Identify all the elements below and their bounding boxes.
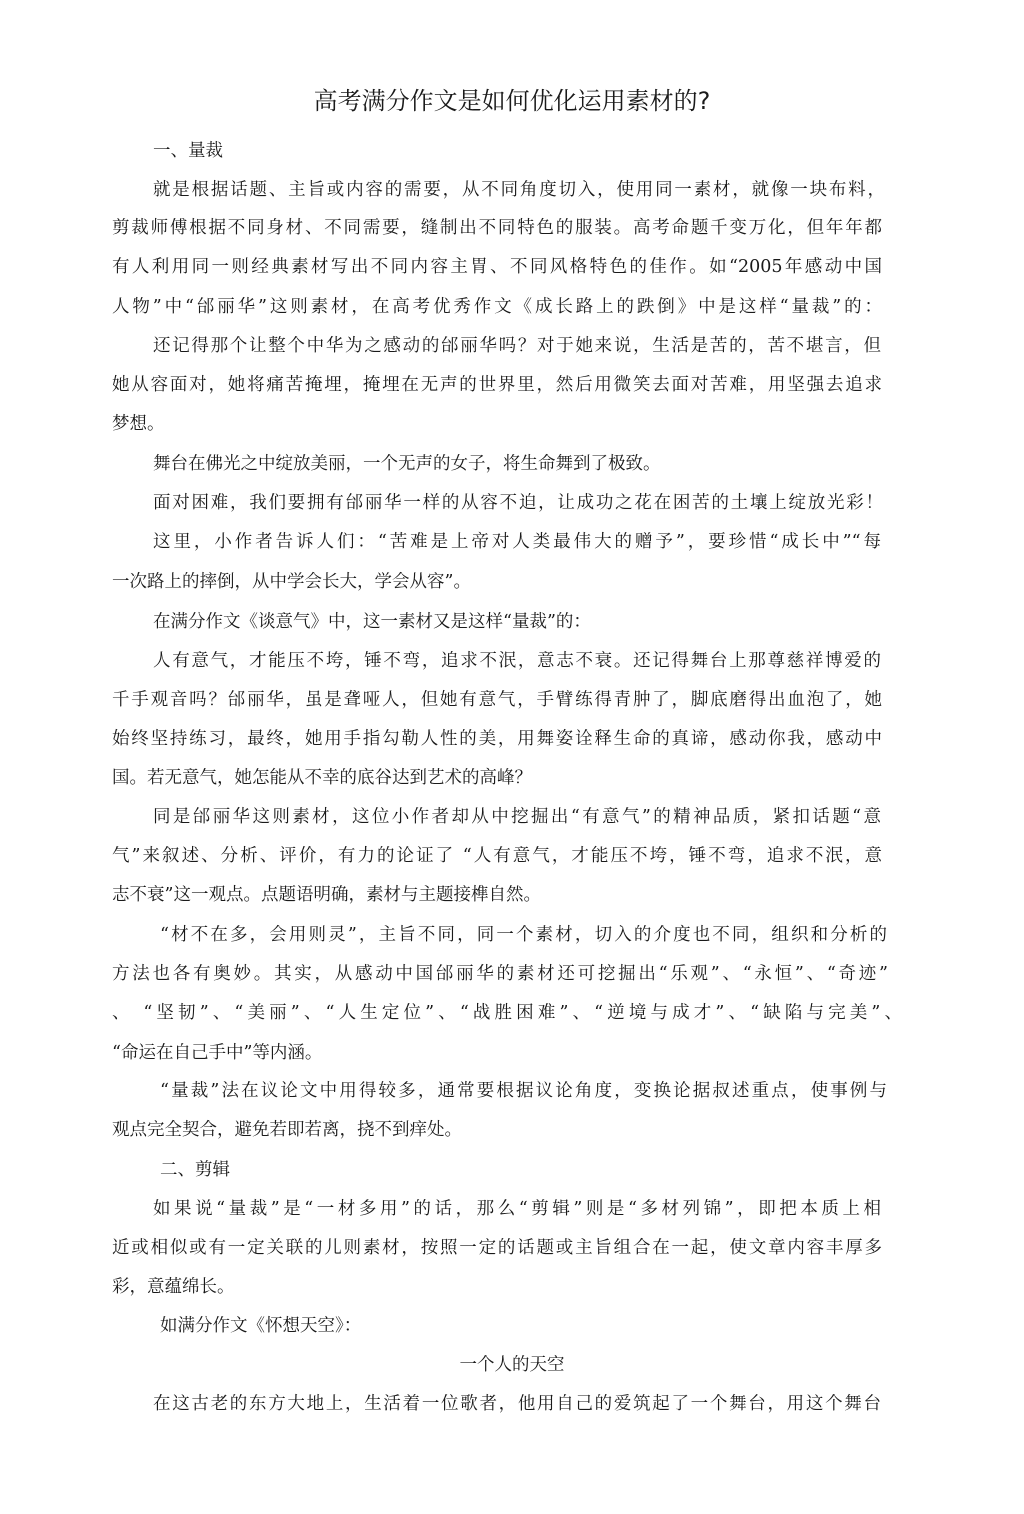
paragraph-line: 彩，意蕴绵长。 — [112, 1277, 235, 1297]
section-subtitle: 一个人的天空 — [459, 1355, 565, 1375]
section-heading-1: 一、量裁 — [153, 141, 223, 161]
paragraph-line: 她从容面对，她将痛苦掩埋，掩埋在无声的世界里，然后用微笑去面对苦难，用坚强去追求 — [112, 375, 882, 395]
paragraph-line: 志不衰”这一观点。点题语明确，素材与主题接榫自然。 — [112, 885, 541, 905]
paragraph-line: 始终坚持练习，最终，她用手指勾勒人性的美，用舞姿诠释生命的真谛，感动你我，感动中 — [112, 729, 882, 749]
document-title: 高考满分作文是如何优化运用素材的? — [313, 87, 711, 115]
paragraph-line: 同是邰丽华这则素材，这位小作者却从中挖掘出“有意气”的精神品质，紧扣话题“意 — [153, 807, 881, 827]
paragraph-line: 舞台在佛光之中绽放美丽，一个无声的女子，将生命舞到了极致。 — [153, 454, 661, 474]
paragraph-line: 有人利用同一则经典素材写出不同内容主胃、不同风格特色的佳作。如“2005年感动中国 — [112, 257, 882, 277]
paragraph-line: 梦想。 — [112, 414, 165, 434]
paragraph-line: 方法也各有奥妙。其实，从感动中国邰丽华的素材还可挖掘出“乐观”、“永恒”、“奇迹” — [112, 964, 888, 984]
paragraph-line: 一次路上的摔倒，从中学会长大，学会从容”。 — [112, 572, 471, 592]
paragraph-line: “命运在自己手中”等内涵。 — [112, 1043, 323, 1063]
paragraph-line: 还记得那个让整个中华为之感动的邰丽华吗？对于她来说，生活是苦的，苦不堪言，但 — [153, 336, 881, 356]
paragraph-line: 在满分作文《谈意气》中，这一素材又是这样“量裁”的： — [153, 612, 591, 632]
paragraph-line: 气”来叙述、分析、评价，有力的论证了 “人有意气，才能压不垮，锤不弯，追求不泯，意 — [112, 846, 882, 866]
paragraph-line: 在这古老的东方大地上，生活着一位歌者，他用自己的爱筑起了一个舞台，用这个舞台 — [153, 1394, 881, 1414]
paragraph-line: 人物”中“邰丽华”这则素材，在高考优秀作文《成长路上的跌倒》中是这样“量裁”的： — [112, 297, 882, 317]
paragraph-line: 近或相似或有一定关联的儿则素材，按照一定的话题或主旨组合在一起，使文章内容丰厚多 — [112, 1238, 882, 1258]
paragraph-line: 剪裁师傅根据不同身材、不同需要，缝制出不同特色的服装。高考命题千变万化，但年年都 — [112, 218, 882, 238]
paragraph-line: 观点完全契合，避免若即若离，挠不到痒处。 — [112, 1120, 462, 1140]
paragraph-line: 如果说“量裁”是“一材多用”的话，那么“剪辑”则是“多材列锦”，即把本质上相 — [153, 1199, 881, 1219]
paragraph-line: 、 “坚韧”、“美丽”、“人生定位”、“战胜困难”、“逆境与成才”、“缺陷与完美”、 — [112, 1003, 902, 1023]
section-heading-2: 二、剪辑 — [160, 1160, 230, 1180]
paragraph-line: “量裁”法在议论文中用得较多，通常要根据议论角度，变换论据叔述重点，使事例与 — [160, 1081, 887, 1101]
paragraph-line: 人有意气，才能压不垮，锤不弯，追求不泯，意志不衰。还记得舞台上那尊慈祥博爱的 — [153, 651, 881, 671]
paragraph-line: 如满分作文《怀想天空》： — [160, 1316, 362, 1336]
paragraph-line: 这里，小作者告诉人们：“苦难是上帝对人类最伟大的赠予”，要珍惜“成长中”“每 — [153, 532, 881, 552]
paragraph-line: 千手观音吗？邰丽华，虽是聋哑人，但她有意气，手臂练得青肿了，脚底磨得出血泡了，她 — [112, 690, 882, 710]
paragraph-line: 面对困难，我们要拥有邰丽华一样的从容不迫，让成功之花在困苦的土壤上绽放光彩！ — [153, 493, 883, 513]
paragraph-line: 就是根据话题、主旨或内容的需要，从不同角度切入，使用同一素材，就像一块布料， — [153, 180, 885, 200]
paragraph-line: 国。若无意气，她怎能从不幸的底谷达到艺术的高峰？ — [112, 768, 532, 788]
paragraph-line: “材不在多，会用则灵”，主旨不同，同一个素材，切入的介度也不同，组织和分析的 — [160, 925, 887, 945]
